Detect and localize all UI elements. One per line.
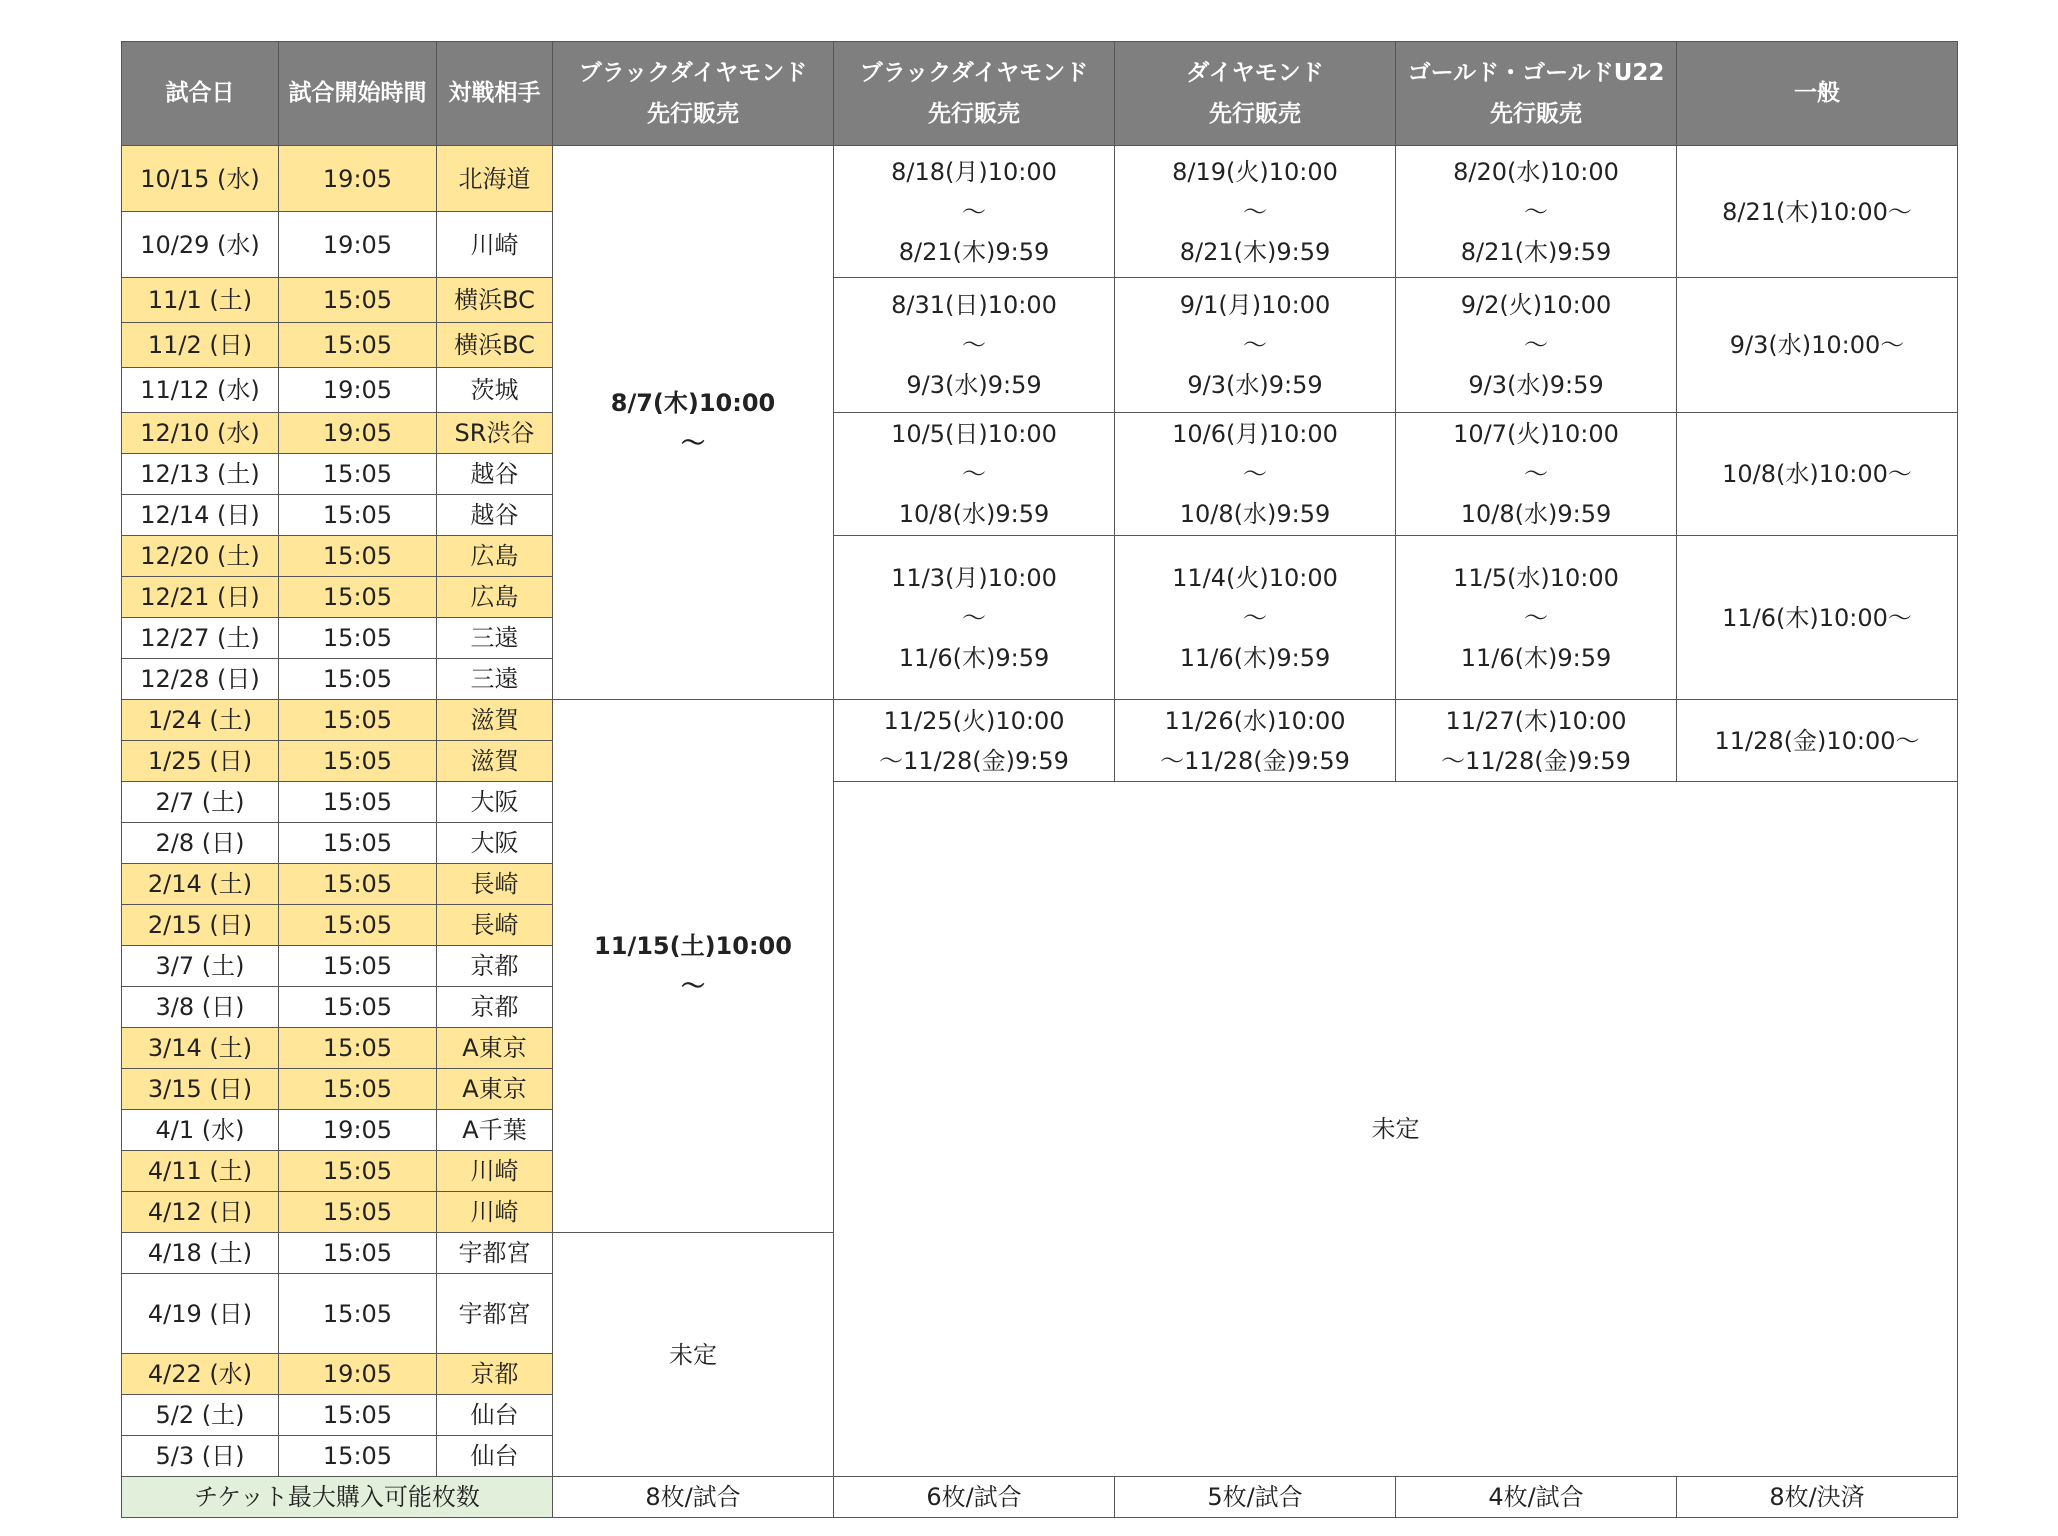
table-row	[122, 700, 1958, 741]
game-date: 4/19 (日)	[122, 1274, 279, 1354]
opponent: 三遠	[437, 659, 553, 700]
gold-presale	[1396, 700, 1677, 782]
start-time: 19:05	[279, 1354, 437, 1395]
header-black-diamond-1-line: ブラックダイヤモンド	[578, 59, 808, 86]
header-game-date	[122, 42, 279, 146]
gold-presale-line: ～	[1524, 460, 1548, 488]
gold-presale-line: 9/2(火)10:00	[1460, 291, 1612, 319]
black-diamond-1-line: 11/15(土)10:00	[594, 932, 792, 960]
game-date: 3/8 (日)	[122, 987, 279, 1028]
header-black-diamond-1-line: 先行販売	[647, 100, 739, 127]
header-game-date-line: 試合日	[165, 80, 235, 106]
game-date: 4/18 (土)	[122, 1233, 279, 1274]
table-row	[122, 413, 1958, 454]
gold-presale	[1396, 278, 1677, 413]
game-date: 2/15 (日)	[122, 905, 279, 946]
game-date: 4/22 (水)	[122, 1354, 279, 1395]
start-time: 15:05	[279, 946, 437, 987]
header-start-time	[279, 42, 437, 146]
header-black-diamond-1	[553, 42, 834, 146]
diamond-presale-line: 10/6(月)10:00	[1172, 420, 1338, 448]
header-gold-line: 先行販売	[1490, 100, 1582, 127]
header-gold-line: ゴールド・ゴールドU22	[1407, 59, 1665, 86]
black-diamond-2-presale	[834, 536, 1115, 700]
header-diamond-line: ダイヤモンド	[1186, 59, 1324, 86]
gold-presale-line: 10/8(水)9:59	[1460, 500, 1612, 528]
diamond-presale-line: 10/8(水)9:59	[1179, 500, 1331, 528]
general-sale: 10/8(水)10:00～	[1677, 413, 1958, 536]
black-diamond-2-presale-line: 8/31(日)10:00	[891, 291, 1057, 319]
diamond-presale-line: ～	[1243, 197, 1267, 226]
opponent: 長崎	[437, 905, 553, 946]
black-diamond-2-presale-line: 9/3(水)9:59	[906, 371, 1042, 399]
diamond-presale	[1115, 278, 1396, 413]
game-date: 10/29 (水)	[122, 212, 279, 278]
header-black-diamond-2-line: 先行販売	[928, 100, 1020, 127]
header-diamond	[1115, 42, 1396, 146]
start-time: 15:05	[279, 782, 437, 823]
black-diamond-2-presale-line: 10/8(水)9:59	[898, 500, 1050, 528]
game-date: 3/15 (日)	[122, 1069, 279, 1110]
header-start-time-line: 試合開始時間	[288, 80, 427, 106]
start-time: 15:05	[279, 1395, 437, 1436]
diamond-presale-line: ～11/28(金)9:59	[1160, 746, 1350, 775]
start-time: 15:05	[279, 823, 437, 864]
black-diamond-2-presale-line: 11/3(月)10:00	[891, 563, 1057, 592]
start-time: 15:05	[279, 323, 437, 368]
header-diamond-line: 先行販売	[1209, 100, 1301, 127]
opponent: SR渋谷	[437, 413, 553, 454]
diamond-presale-line: ～	[1243, 460, 1267, 488]
opponent: 広島	[437, 536, 553, 577]
header-gold	[1396, 42, 1677, 146]
black-diamond-2-presale-line: 11/25(火)10:00	[883, 706, 1065, 735]
table-row	[122, 782, 1958, 823]
diamond-presale-line: 9/1(月)10:00	[1179, 291, 1331, 319]
ticket-sales-table	[121, 41, 1958, 1518]
opponent: 仙台	[437, 1395, 553, 1436]
opponent: 滋賀	[437, 741, 553, 782]
gold-presale	[1396, 413, 1677, 536]
black-diamond-2-presale-line: ～	[962, 331, 986, 359]
opponent: A東京	[437, 1069, 553, 1110]
opponent: A東京	[437, 1028, 553, 1069]
opponent: 越谷	[437, 495, 553, 536]
black-diamond-1-presale	[553, 1233, 834, 1477]
opponent: 大阪	[437, 823, 553, 864]
opponent: 宇都宮	[437, 1274, 553, 1354]
start-time: 15:05	[279, 864, 437, 905]
general-sale: 11/28(金)10:00～	[1677, 700, 1958, 782]
black-diamond-2-presale	[834, 413, 1115, 536]
diamond-presale-line: 11/26(水)10:00	[1164, 706, 1346, 735]
opponent: 北海道	[437, 146, 553, 212]
black-diamond-2-presale-line: 8/18(月)10:00	[891, 157, 1057, 186]
diamond-presale-line: 11/4(火)10:00	[1172, 563, 1338, 592]
game-date: 12/21 (日)	[122, 577, 279, 618]
game-date: 4/1 (水)	[122, 1110, 279, 1151]
opponent: 長崎	[437, 864, 553, 905]
undecided-presale: 未定	[834, 782, 1958, 1477]
gold-presale-line: 9/3(水)9:59	[1468, 371, 1604, 399]
table-row	[122, 278, 1958, 323]
game-date: 3/7 (土)	[122, 946, 279, 987]
diamond-presale	[1115, 536, 1396, 700]
max-tickets-value: 8枚/試合	[553, 1477, 834, 1518]
opponent: 横浜BC	[437, 278, 553, 323]
black-diamond-2-presale-line: ～	[962, 197, 986, 226]
game-date: 2/8 (日)	[122, 823, 279, 864]
game-date: 4/11 (土)	[122, 1151, 279, 1192]
gold-presale-line: ～	[1524, 197, 1548, 226]
opponent: 仙台	[437, 1436, 553, 1477]
opponent: 京都	[437, 946, 553, 987]
start-time: 15:05	[279, 987, 437, 1028]
start-time: 15:05	[279, 659, 437, 700]
start-time: 15:05	[279, 700, 437, 741]
game-date: 1/24 (土)	[122, 700, 279, 741]
start-time: 15:05	[279, 905, 437, 946]
max-tickets-value: 6枚/試合	[834, 1477, 1115, 1518]
game-date: 10/15 (水)	[122, 146, 279, 212]
black-diamond-2-presale	[834, 700, 1115, 782]
header-opponent	[437, 42, 553, 146]
black-diamond-2-presale-line: 10/5(日)10:00	[891, 420, 1057, 448]
opponent: 京都	[437, 1354, 553, 1395]
game-date: 2/7 (土)	[122, 782, 279, 823]
diamond-presale-line: 8/21(木)9:59	[1179, 237, 1331, 266]
start-time: 15:05	[279, 1192, 437, 1233]
gold-presale-line: 11/27(木)10:00	[1445, 706, 1627, 735]
black-diamond-1-line: 8/7(木)10:00	[610, 388, 776, 417]
start-time: 19:05	[279, 212, 437, 278]
start-time: 19:05	[279, 146, 437, 212]
opponent: 川崎	[437, 1151, 553, 1192]
start-time: 15:05	[279, 1151, 437, 1192]
header-row	[122, 42, 1958, 146]
max-tickets-value: 4枚/試合	[1396, 1477, 1677, 1518]
max-tickets-label: チケット最大購入可能枚数	[122, 1477, 553, 1518]
diamond-presale-line: 11/6(木)9:59	[1179, 643, 1331, 672]
black-diamond-1-presale	[553, 146, 834, 700]
opponent: 宇都宮	[437, 1233, 553, 1274]
footer-row	[122, 1477, 1958, 1518]
opponent: 三遠	[437, 618, 553, 659]
gold-presale	[1396, 536, 1677, 700]
black-diamond-2-presale-line: ～	[962, 460, 986, 488]
game-date: 11/2 (日)	[122, 323, 279, 368]
gold-presale-line: 11/6(木)9:59	[1460, 643, 1612, 672]
opponent: 大阪	[437, 782, 553, 823]
black-diamond-2-presale-line: ～11/28(金)9:59	[879, 746, 1069, 775]
gold-presale-line: 8/20(水)10:00	[1453, 157, 1619, 186]
black-diamond-2-presale-line: 8/21(木)9:59	[898, 237, 1050, 266]
start-time: 15:05	[279, 577, 437, 618]
gold-presale-line: 11/5(水)10:00	[1453, 563, 1619, 592]
gold-presale-line: ～11/28(金)9:59	[1441, 746, 1631, 775]
black-diamond-2-presale	[834, 146, 1115, 278]
opponent: 広島	[437, 577, 553, 618]
opponent: 越谷	[437, 454, 553, 495]
header-general	[1677, 42, 1958, 146]
opponent: 川崎	[437, 212, 553, 278]
general-sale: 9/3(水)10:00～	[1677, 278, 1958, 413]
black-diamond-1-presale	[553, 700, 834, 1233]
gold-presale	[1396, 146, 1677, 278]
start-time: 19:05	[279, 368, 437, 413]
diamond-presale	[1115, 413, 1396, 536]
game-date: 3/14 (土)	[122, 1028, 279, 1069]
black-diamond-1-line: 未定	[669, 1340, 717, 1369]
game-date: 12/13 (土)	[122, 454, 279, 495]
general-sale: 8/21(木)10:00～	[1677, 146, 1958, 278]
max-tickets-value: 8枚/決済	[1677, 1477, 1958, 1518]
black-diamond-2-presale	[834, 278, 1115, 413]
start-time: 15:05	[279, 454, 437, 495]
diamond-presale-line: 9/3(水)9:59	[1187, 371, 1323, 399]
gold-presale-line: 8/21(木)9:59	[1460, 237, 1612, 266]
diamond-presale-line: ～	[1243, 331, 1267, 359]
header-black-diamond-2-line: ブラックダイヤモンド	[859, 59, 1089, 86]
start-time: 15:05	[279, 278, 437, 323]
start-time: 15:05	[279, 618, 437, 659]
start-time: 15:05	[279, 1028, 437, 1069]
game-date: 12/20 (土)	[122, 536, 279, 577]
game-date: 12/10 (水)	[122, 413, 279, 454]
gold-presale-line: ～	[1524, 603, 1548, 632]
diamond-presale	[1115, 700, 1396, 782]
start-time: 15:05	[279, 495, 437, 536]
game-date: 12/14 (日)	[122, 495, 279, 536]
opponent: 滋賀	[437, 700, 553, 741]
table-row	[122, 536, 1958, 577]
black-diamond-2-presale-line: 11/6(木)9:59	[898, 643, 1050, 672]
opponent: 京都	[437, 987, 553, 1028]
diamond-presale-line: 8/19(火)10:00	[1172, 157, 1338, 186]
game-date: 5/2 (土)	[122, 1395, 279, 1436]
start-time: 15:05	[279, 1233, 437, 1274]
diamond-presale	[1115, 146, 1396, 278]
game-date: 11/12 (水)	[122, 368, 279, 413]
ticket-schedule	[121, 41, 1958, 1518]
opponent: 川崎	[437, 1192, 553, 1233]
game-date: 12/27 (土)	[122, 618, 279, 659]
game-date: 11/1 (土)	[122, 278, 279, 323]
black-diamond-1-line: ～	[681, 428, 705, 457]
opponent: A千葉	[437, 1110, 553, 1151]
header-black-diamond-2	[834, 42, 1115, 146]
opponent: 横浜BC	[437, 323, 553, 368]
game-date: 4/12 (日)	[122, 1192, 279, 1233]
header-opponent-line: 対戦相手	[448, 80, 541, 106]
start-time: 15:05	[279, 741, 437, 782]
gold-presale-line: ～	[1524, 331, 1548, 359]
start-time: 19:05	[279, 1110, 437, 1151]
gold-presale-line: 10/7(火)10:00	[1453, 420, 1619, 448]
start-time: 15:05	[279, 536, 437, 577]
black-diamond-2-presale-line: ～	[962, 603, 986, 632]
table-row	[122, 146, 1958, 212]
general-sale: 11/6(木)10:00～	[1677, 536, 1958, 700]
start-time: 19:05	[279, 413, 437, 454]
table-body	[122, 146, 1958, 1518]
black-diamond-1-line: ～	[681, 972, 705, 1000]
game-date: 5/3 (日)	[122, 1436, 279, 1477]
max-tickets-value: 5枚/試合	[1115, 1477, 1396, 1518]
start-time: 15:05	[279, 1274, 437, 1354]
opponent: 茨城	[437, 368, 553, 413]
diamond-presale-line: ～	[1243, 603, 1267, 632]
start-time: 15:05	[279, 1069, 437, 1110]
game-date: 1/25 (日)	[122, 741, 279, 782]
start-time: 15:05	[279, 1436, 437, 1477]
game-date: 2/14 (土)	[122, 864, 279, 905]
game-date: 12/28 (日)	[122, 659, 279, 700]
header-general-line: 一般	[1794, 80, 1840, 106]
